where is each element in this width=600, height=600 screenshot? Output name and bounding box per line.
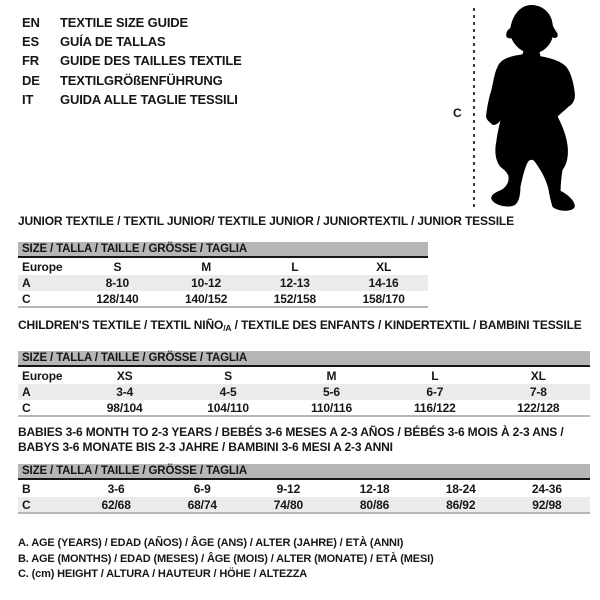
junior-size-header: SIZE / TALLA / TAILLE / GRÖSSE / TAGLIA: [18, 242, 428, 258]
size-cell: 128/140: [96, 291, 139, 306]
children-size-table: [18, 367, 590, 417]
size-cell: L: [291, 259, 299, 274]
height-measure-label: C: [453, 106, 462, 120]
lang-label: GUIDE DES TAILLES TEXTILE: [60, 53, 242, 69]
row-label-cell: C: [22, 400, 31, 415]
children-title-pre: CHILDREN'S TEXTILE / TEXTIL NIÑO: [18, 318, 224, 332]
children-title-post: / TEXTILE DES ENFANTS / KINDERTEXTIL / BAMBINI TESSILE: [231, 318, 582, 332]
footnote-c: C. (cm) HEIGHT / ALTURA / HAUTEUR / HÖHE / ALTEZZA: [18, 568, 308, 580]
size-cell: 92/98: [532, 497, 562, 512]
size-cell: 8-10: [105, 276, 130, 290]
size-cell: 4-5: [219, 385, 237, 399]
lang-code: FR: [22, 53, 40, 69]
table-row: [18, 384, 590, 400]
size-cell: M: [326, 368, 337, 383]
size-cell: 6-9: [193, 481, 211, 496]
lang-label: GUÍA DE TALLAS: [60, 34, 166, 50]
size-cell: XL: [376, 259, 392, 274]
table-row: [18, 291, 428, 307]
lang-row-de: [22, 71, 242, 90]
row-label-cell: Europe: [22, 368, 63, 383]
size-cell: M: [201, 259, 212, 274]
size-cell: 5-6: [323, 385, 340, 399]
size-cell: 86/92: [446, 497, 476, 512]
size-cell: 110/116: [310, 400, 352, 415]
babies-size-table: [18, 480, 590, 514]
size-cell: 7-8: [529, 385, 547, 399]
footnote-a: A. AGE (YEARS) / EDAD (AÑOS) / ÂGE (ANS) / ALTER (JAHRE) / ETÀ (ANNI): [18, 537, 404, 549]
size-cell: 140/152: [184, 291, 228, 306]
babies-section: [18, 425, 590, 514]
children-title-subscript: /A: [223, 323, 232, 333]
size-cell: 122/128: [517, 400, 560, 415]
size-cell: S: [224, 368, 233, 383]
lang-row-es: [22, 32, 242, 51]
babies-table-title: [18, 425, 590, 455]
size-cell: 62/68: [101, 497, 131, 512]
size-cell: 98/104: [106, 400, 143, 415]
table-row: [18, 367, 590, 384]
size-cell: XL: [530, 368, 546, 383]
children-size-header: SIZE / TALLA / TAILLE / GRÖSSE / TAGLIA: [18, 351, 590, 367]
row-label-cell: Europe: [22, 259, 63, 274]
size-cell: 68/74: [187, 497, 217, 512]
junior-size-table: [18, 258, 428, 308]
size-cell: 10-12: [191, 276, 222, 290]
lang-code: IT: [22, 91, 34, 107]
babies-title-line2: BABYS 3-6 MONATE BIS 2-3 JAHRE / BAMBINI 3-6 MESI A 2-3 ANNI: [18, 440, 393, 454]
size-cell: L: [431, 368, 439, 383]
size-cell: 24-36: [531, 481, 562, 496]
babies-title-line1: BABIES 3-6 MONTH TO 2-3 YEARS / BEBÉS 3-6 MESES A 2-3 AÑOS / BÉBÉS 3-6 MOIS À 2-3 ANS /: [18, 425, 564, 439]
size-cell: 158/170: [362, 291, 405, 306]
junior-table-title: JUNIOR TEXTILE / TEXTIL JUNIOR/ TEXTILE JUNIOR / JUNIORTEXTIL / JUNIOR TESSILE: [18, 214, 514, 228]
row-label-cell: B: [22, 481, 31, 496]
lang-code: EN: [22, 15, 40, 30]
baby-silhouette-icon: [482, 3, 583, 214]
lang-row-it: [22, 90, 242, 109]
babies-size-header: SIZE / TALLA / TAILLE / GRÖSSE / TAGLIA: [18, 464, 590, 480]
junior-section: [18, 214, 514, 308]
lang-row-en: [22, 13, 242, 32]
size-cell: 12-13: [279, 276, 310, 290]
row-label-cell: C: [22, 497, 31, 512]
size-cell: 12-18: [359, 481, 390, 496]
row-label-cell: A: [22, 276, 31, 290]
size-cell: S: [113, 259, 122, 274]
size-cell: 152/158: [273, 291, 317, 306]
footnotes: [18, 536, 434, 583]
size-cell: 80/86: [359, 497, 390, 512]
table-row: [18, 480, 590, 497]
row-label-cell: C: [22, 291, 31, 306]
size-cell: 74/80: [273, 497, 304, 512]
size-cell: 18-24: [445, 481, 476, 496]
language-title-list: [22, 13, 242, 109]
size-cell: 6-7: [426, 385, 444, 399]
footnote-b: B. AGE (MONTHS) / EDAD (MESES) / ÂGE (MOIS) / ALTER (MONATE) / ETÀ (MESI): [18, 552, 434, 565]
lang-code: DE: [22, 72, 40, 88]
table-row: [18, 497, 590, 513]
size-cell: 116/122: [414, 400, 456, 415]
size-cell: 104/110: [207, 400, 249, 415]
size-cell: 14-16: [368, 276, 399, 290]
size-cell: 3-4: [116, 385, 134, 399]
lang-label: GUIDA ALLE TAGLIE TESSILI: [60, 91, 238, 107]
table-row: [18, 400, 590, 416]
children-section: [18, 318, 590, 417]
table-row: [18, 275, 428, 291]
height-measure-dotted-line: [473, 8, 475, 209]
lang-row-fr: [22, 51, 242, 70]
size-cell: 9-12: [276, 481, 301, 496]
row-label-cell: A: [22, 385, 31, 399]
lang-label: TEXTILE SIZE GUIDE: [60, 15, 189, 30]
size-cell: 3-6: [107, 481, 125, 496]
children-table-title: [18, 318, 590, 335]
size-cell: XS: [116, 368, 133, 383]
lang-code: ES: [22, 34, 40, 50]
table-row: [18, 258, 428, 275]
lang-label: TEXTILGRÖßENFÜHRUNG: [60, 72, 223, 88]
